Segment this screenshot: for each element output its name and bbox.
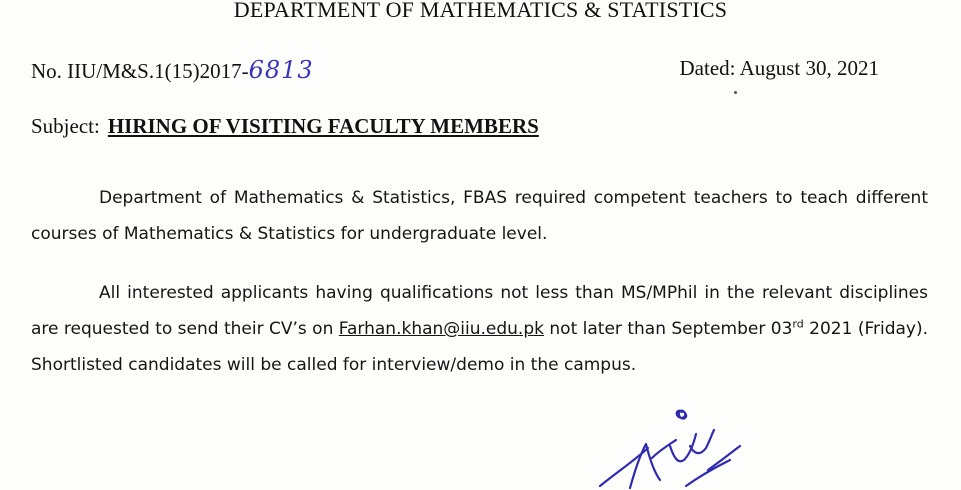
ordinal-superscript: rd (792, 317, 804, 331)
paragraph-2-text-c: 2021 (Friday). Shortlisted candidates will be called for interview/demo in the campus. (31, 319, 929, 375)
subject-text: HIRING OF VISITING FACULTY MEMBERS (107, 114, 539, 138)
subject-label: Subject: (31, 114, 100, 138)
reference-prefix: No. IIU/M&S.1(15)2017- (31, 59, 249, 83)
date-line: Dated: August 30, 2021 (679, 56, 879, 80)
reference-number-line (31, 56, 314, 84)
paragraph-2-text-a: All interested applicants having qualifications not less than MS/MPhil in the relevant disciplines are requested to send their CV’s on (31, 283, 928, 339)
paragraph-2-text-b: not later than September 03 (549, 319, 793, 339)
paragraph-1-text: Department of Mathematics & Statistics, FBAS required competent teachers to teach different courses of Mathematics & Statistics for undergraduate level. (31, 188, 928, 244)
handwritten-signature (590, 400, 760, 490)
paragraph-1 (31, 180, 928, 252)
department-title: DEPARTMENT OF MATHEMATICS & STATISTICS (233, 0, 728, 22)
ink-speck (734, 91, 737, 94)
handwritten-reference-number: 6813 (248, 56, 314, 84)
email-link[interactable]: Farhan.khan@iiu.edu.pk (338, 319, 544, 339)
paragraph-2 (31, 275, 928, 383)
subject-line (31, 114, 539, 139)
